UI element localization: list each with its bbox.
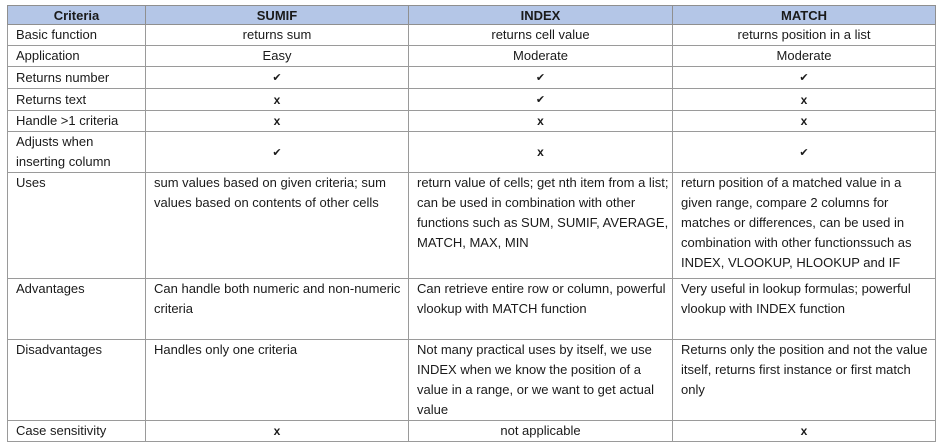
- cell-label[interactable]: Case sensitivity: [8, 421, 146, 442]
- cell-match[interactable]: [673, 132, 936, 173]
- cell-label[interactable]: Application: [8, 46, 146, 67]
- header-index[interactable]: INDEX: [409, 6, 673, 25]
- row-adjusts: [8, 132, 936, 173]
- cell-index[interactable]: returns cell value: [409, 25, 673, 46]
- cross-icon: x: [800, 424, 808, 438]
- cell-sumif[interactable]: [146, 67, 409, 89]
- cell-sumif[interactable]: [146, 111, 409, 132]
- cell-index[interactable]: Moderate: [409, 46, 673, 67]
- cell-match[interactable]: Returns only the position and not the value itself, returns first instance or first match only: [673, 340, 936, 421]
- checkmark-icon: ✔: [799, 72, 809, 84]
- header-match[interactable]: MATCH: [673, 6, 936, 25]
- cell-label[interactable]: Basic function: [8, 25, 146, 46]
- cross-icon: x: [273, 424, 281, 438]
- cell-label[interactable]: Adjusts when inserting column: [8, 132, 146, 173]
- cell-sumif[interactable]: sum values based on given criteria; sum values based on contents of other cells: [146, 173, 409, 279]
- cell-sumif[interactable]: returns sum: [146, 25, 409, 46]
- cell-label[interactable]: Returns number: [8, 67, 146, 89]
- cell-label[interactable]: Handle >1 criteria: [8, 111, 146, 132]
- cell-index[interactable]: not applicable: [409, 421, 673, 442]
- row-application: [8, 46, 936, 67]
- cell-match[interactable]: Moderate: [673, 46, 936, 67]
- cell-sumif[interactable]: [146, 89, 409, 111]
- cell-index[interactable]: [409, 132, 673, 173]
- cell-sumif[interactable]: Can handle both numeric and non-numeric criteria: [146, 279, 409, 340]
- row-disadvantages: [8, 340, 936, 421]
- cell-match[interactable]: [673, 421, 936, 442]
- cell-label[interactable]: Advantages: [8, 279, 146, 340]
- checkmark-icon: ✔: [535, 94, 546, 106]
- cell-label[interactable]: Returns text: [8, 89, 146, 111]
- cell-index[interactable]: [409, 67, 673, 89]
- checkmark-icon: ✔: [272, 146, 282, 159]
- cross-icon: x: [273, 114, 281, 128]
- cell-match[interactable]: return position of a matched value in a given range, compare 2 columns for matches or differences, can be used in combination with other functionssuch as INDEX, VLOOKUP, HLOOKUP and IF: [673, 173, 936, 279]
- row-case-sensitivity: [8, 421, 936, 442]
- row-advantages: [8, 279, 936, 340]
- cell-index[interactable]: Can retrieve entire row or column, powerful vlookup with MATCH function: [409, 279, 673, 340]
- row-returns-number: [8, 67, 936, 89]
- cell-match[interactable]: [673, 111, 936, 132]
- cell-index[interactable]: [409, 111, 673, 132]
- header-criteria[interactable]: Criteria: [8, 6, 146, 25]
- cross-icon: x: [537, 145, 544, 159]
- cell-index[interactable]: Not many practical uses by itself, we use INDEX when we know the position of a value in a range, or we want to get actual value: [409, 340, 673, 421]
- row-basic-function: [8, 25, 936, 46]
- cross-icon: x: [537, 114, 544, 128]
- checkmark-icon: ✔: [799, 146, 809, 159]
- cell-index[interactable]: return value of cells; get nth item from a list; can be used in combination with other functions such as SUM, SUMIF, AVERAGE, MATCH, MAX, MIN: [409, 173, 673, 279]
- cell-index[interactable]: [409, 89, 673, 111]
- cell-sumif[interactable]: [146, 132, 409, 173]
- header-row: [8, 6, 936, 25]
- cell-match[interactable]: [673, 89, 936, 111]
- row-returns-text: [8, 89, 936, 111]
- checkmark-icon: ✔: [535, 72, 546, 84]
- cell-match[interactable]: Very useful in lookup formulas; powerful vlookup with INDEX function: [673, 279, 936, 340]
- cell-sumif[interactable]: Handles only one criteria: [146, 340, 409, 421]
- row-uses: [8, 173, 936, 279]
- row-handle-criteria: [8, 111, 936, 132]
- cell-match[interactable]: [673, 67, 936, 89]
- cross-icon: x: [800, 92, 808, 107]
- cell-match[interactable]: returns position in a list: [673, 25, 936, 46]
- cell-sumif[interactable]: [146, 421, 409, 442]
- checkmark-icon: ✔: [272, 72, 282, 84]
- cell-label[interactable]: Disadvantages: [8, 340, 146, 421]
- comparison-table: [7, 5, 936, 442]
- cell-sumif[interactable]: Easy: [146, 46, 409, 67]
- cross-icon: x: [273, 92, 281, 107]
- cell-label[interactable]: Uses: [8, 173, 146, 279]
- header-sumif[interactable]: SUMIF: [146, 6, 409, 25]
- cross-icon: x: [800, 114, 808, 128]
